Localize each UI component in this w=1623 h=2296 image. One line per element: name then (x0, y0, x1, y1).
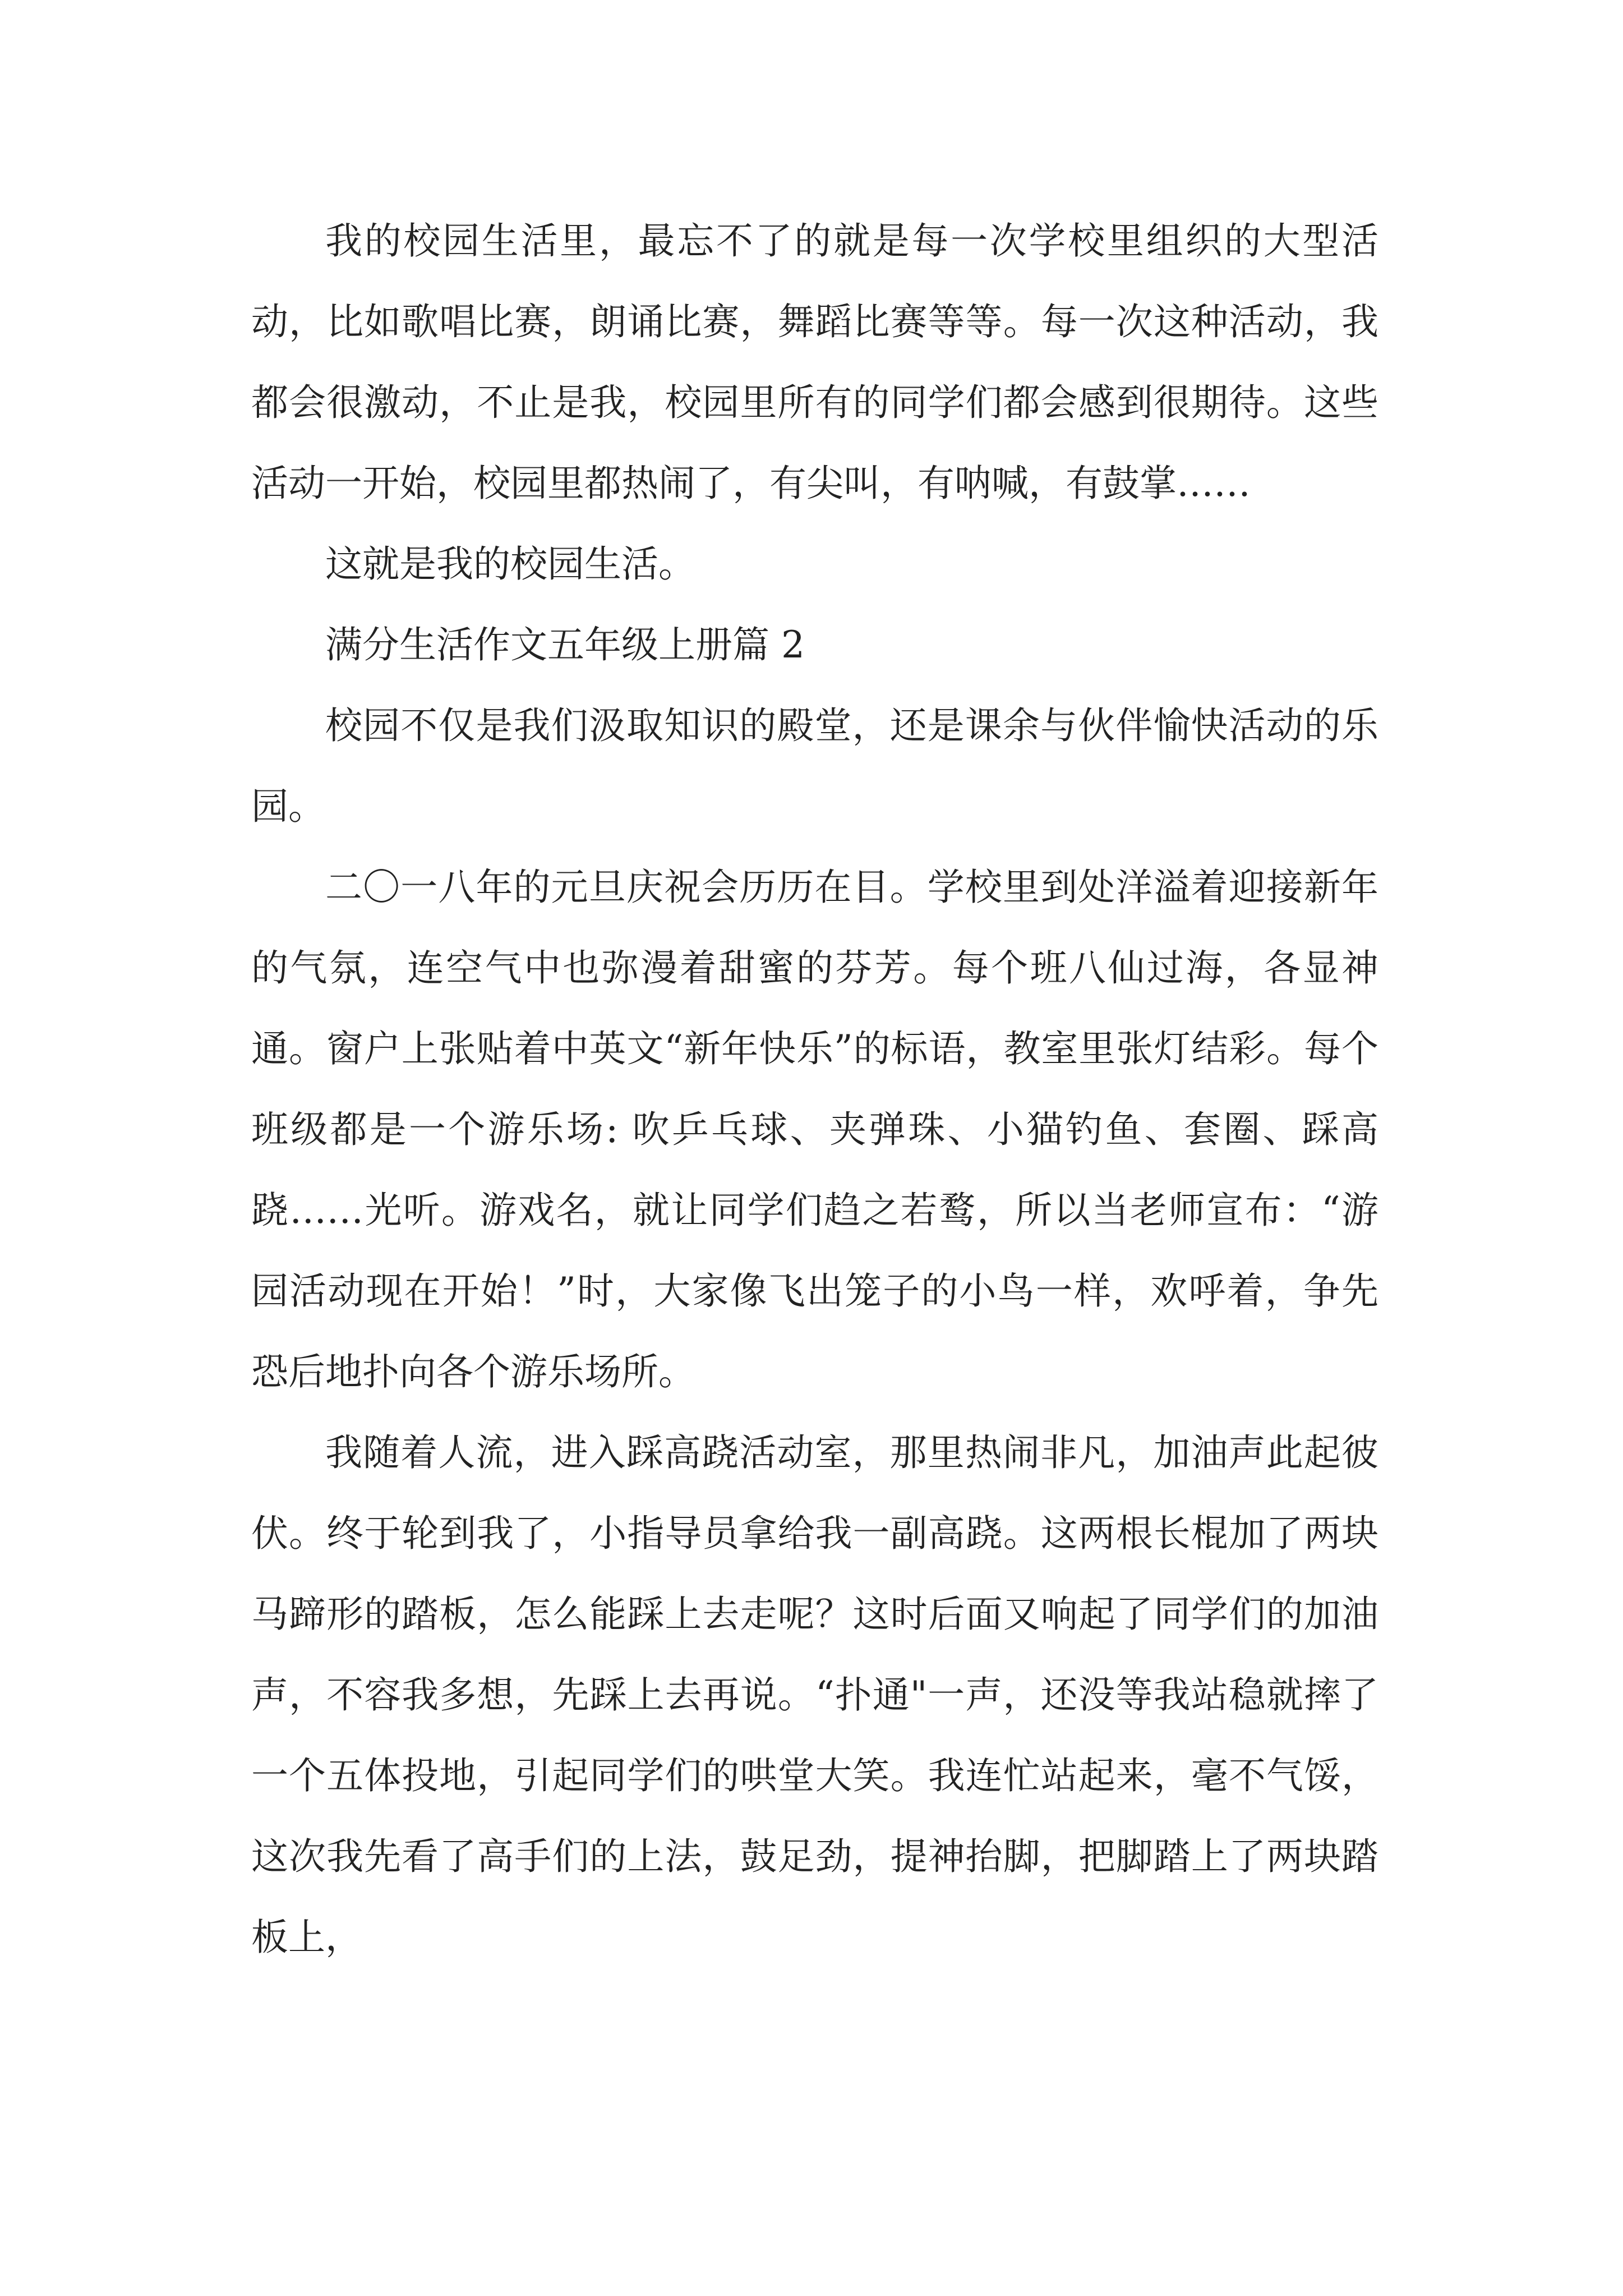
section-heading: 满分生活作文五年级上册篇 2 (325, 623, 805, 666)
paragraph-2: 这就是我的校园生活。 (325, 542, 695, 586)
paragraph-5: 我随着人流，进入踩高跷活动室，那里热闹非凡，加油声此起彼伏。终于轮到我了，小指导员拿给我一副高跷。这两根长棍加了两块马蹄形的踏板，怎么能踩上去走呢？这时后面又响起了同学们的加油声，不容我多想，先踩上去再说。“扑通"一声，还没等我站稳就摔了一个五体投地，引起同学们的哄堂大笑。我连忙站起来，毫不气馁，这次我先看了高手们的上法，鼓足劲，提神抬脚，把脚踏上了两块踏板上， (251, 1431, 1378, 1959)
document-body (251, 201, 1378, 1978)
paragraph-4: 二〇一八年的元旦庆祝会历历在目。学校里到处洋溢着迎接新年的气氛，连空气中也弥漫着甜蜜的芬芳。每个班八仙过海，各显神通。窗户上张贴着中英文“新年快乐”的标语，教室里张灯结彩。每个班级都是一个游乐场: 吹乒乓球、夹弹珠、小猫钓鱼、套圈、踩高跷……光听。游戏名，就让同学们趋之若鹜，所以当老师宣布：“游园活动现在开始！”时，大家像飞出笼子的小鸟一样，欢呼着，争先恐后地扑向各个游乐场所。 (251, 866, 1378, 1393)
paragraph-1: 我的校园生活里，最忘不了的就是每一次学校里组织的大型活动，比如歌唱比赛，朗诵比赛，舞蹈比赛等等。每一次这种活动，我都会很激动，不止是我，校园里所有的同学们都会感到很期待。这些活动一开始，校园里都热闹了，有尖叫，有呐喊，有鼓掌…… (251, 219, 1378, 505)
paragraph-3: 校园不仅是我们汲取知识的殿堂，还是课余与伙伴愉快活动的乐园。 (251, 704, 1378, 828)
